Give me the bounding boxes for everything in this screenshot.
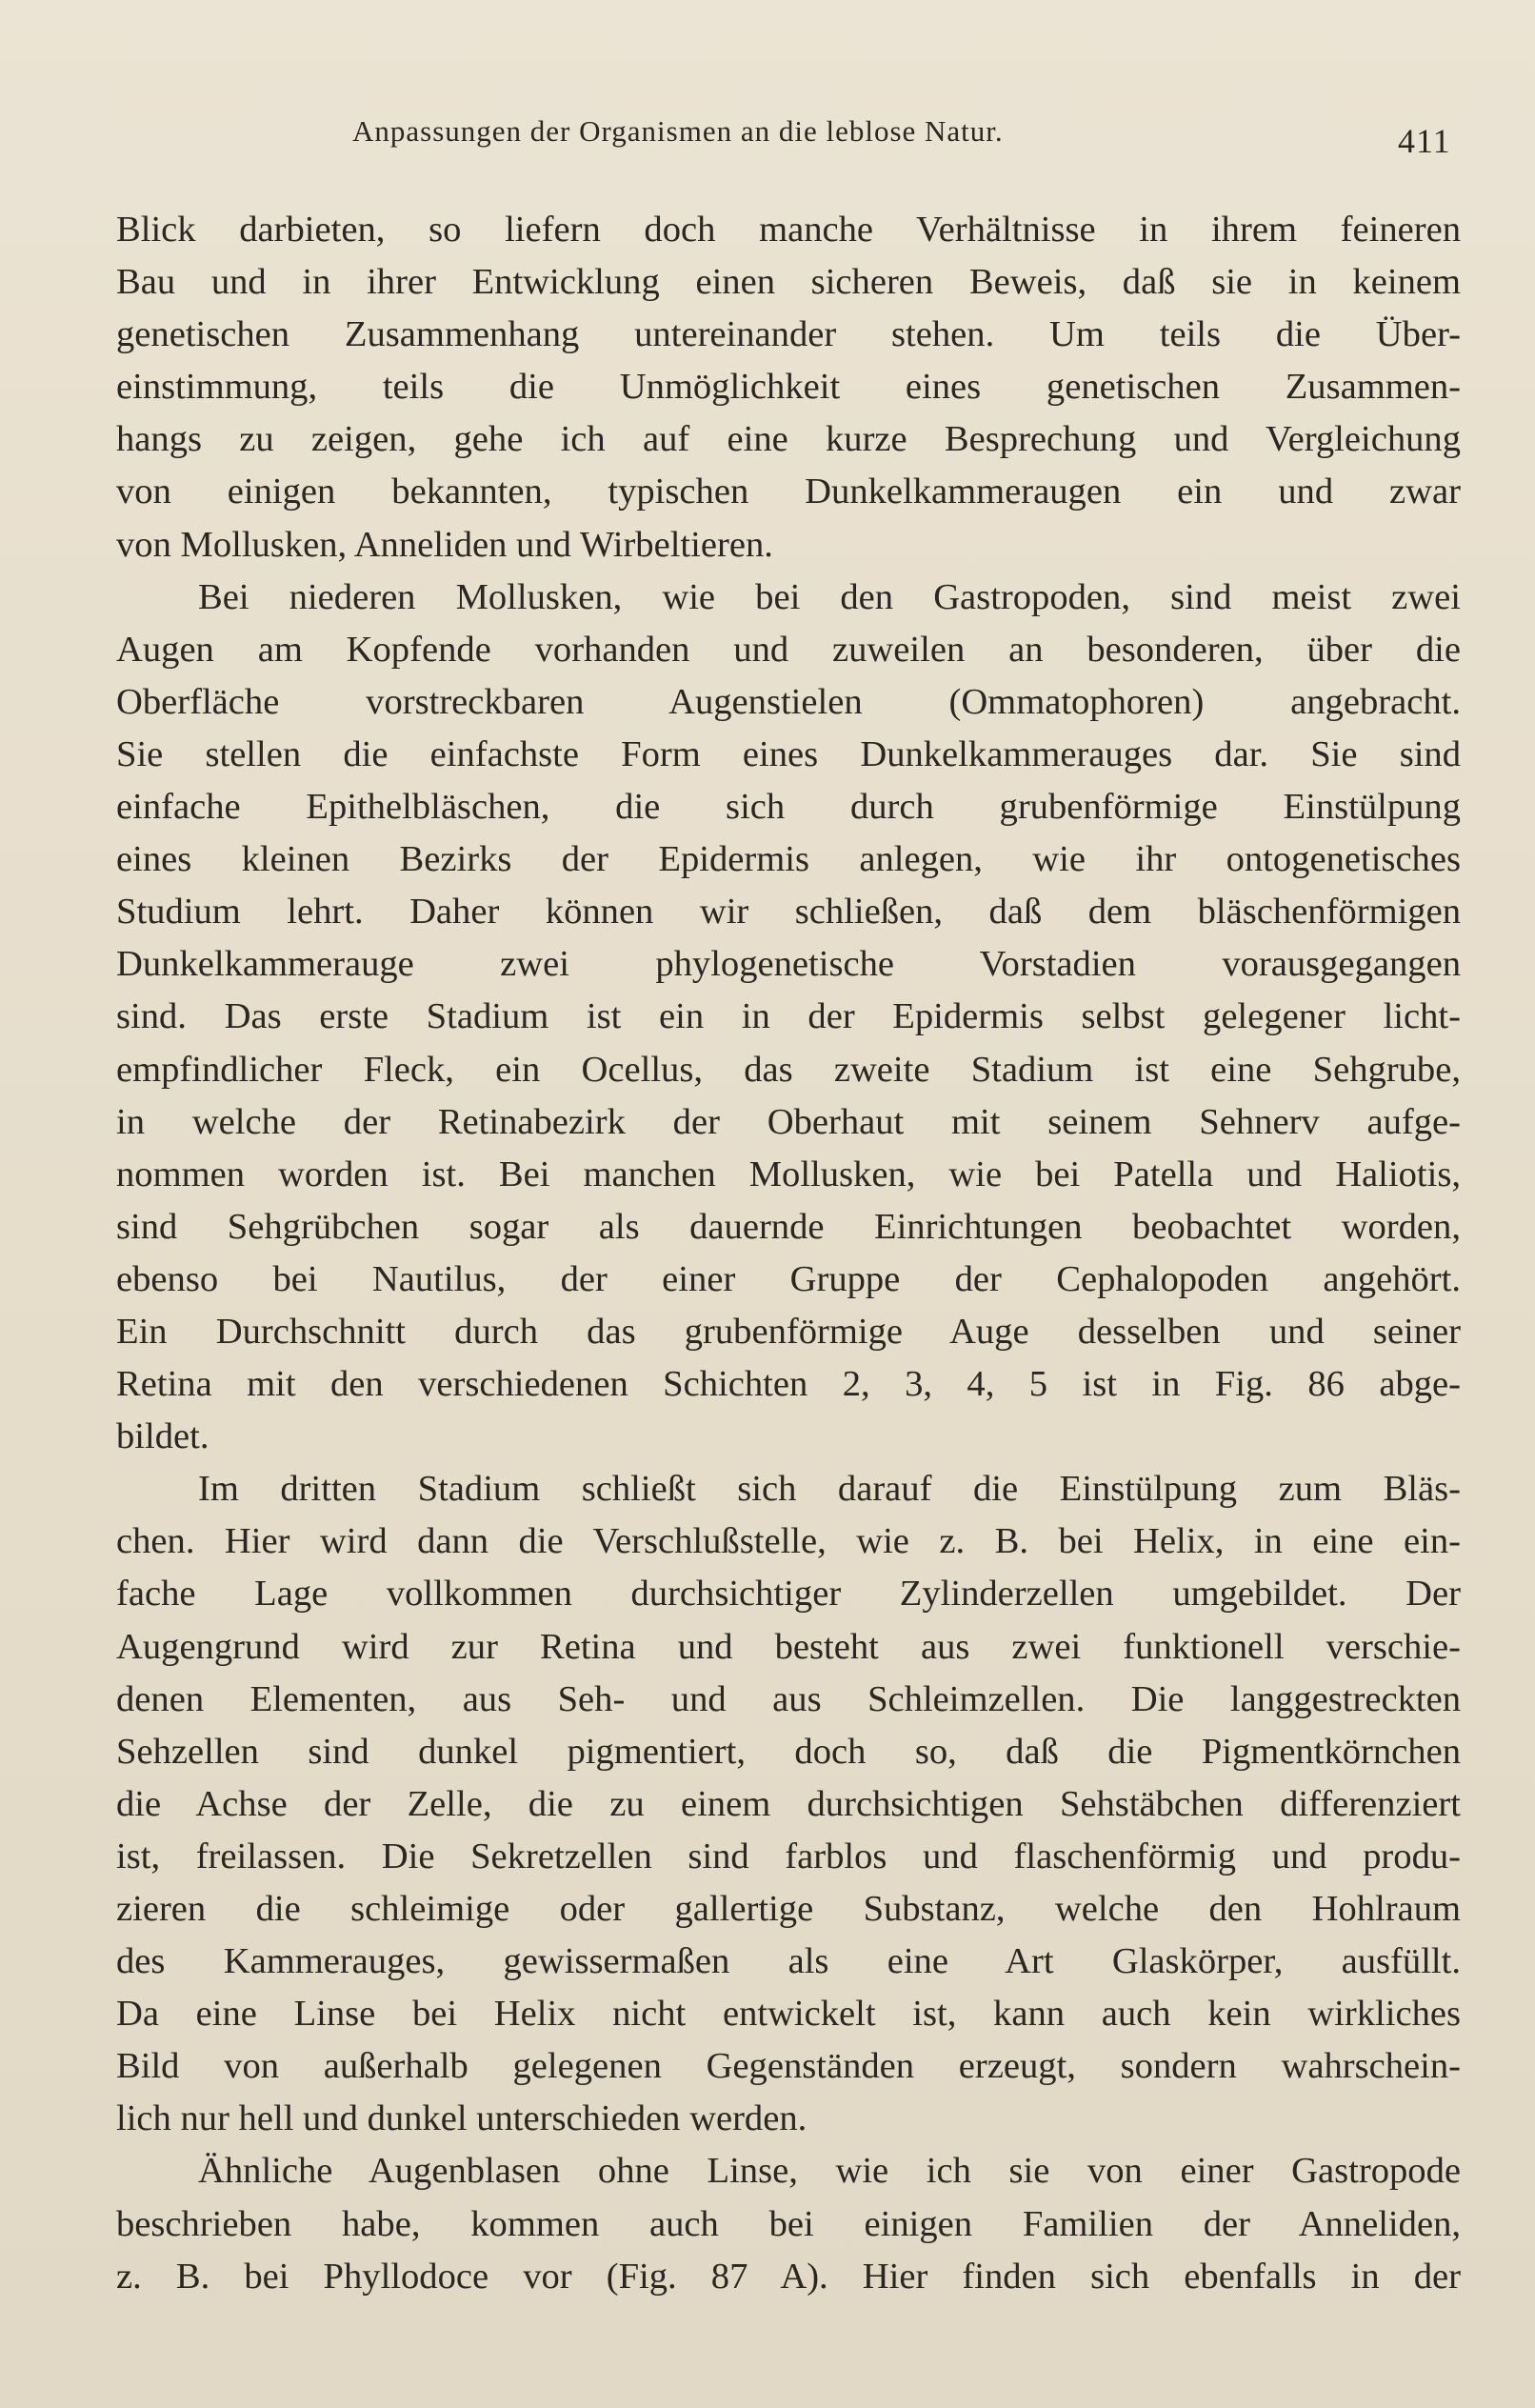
text-line: hangs zu zeigen, gehe ich auf eine kurze Besprechung und Vergleichung (116, 419, 1461, 460)
text-line: Augengrund wird zur Retina und besteht aus zwei funktionell verschie- (116, 1626, 1461, 1667)
paragraph (116, 204, 1461, 572)
text-line: Augen am Kopfende vorhanden und zuweilen an besonderen, über die (116, 629, 1461, 670)
text-line: von einigen bekannten, typischen Dunkelkammeraugen ein und zwar (116, 472, 1461, 512)
text-line: die Achse der Zelle, die zu einem durchsichtigen Sehstäbchen differenziert (116, 1783, 1461, 1824)
text-line: lich nur hell und dunkel unterschieden werden. (116, 2098, 807, 2139)
text-line: eines kleinen Bezirks der Epidermis anlegen, wie ihr ontogenetisches (116, 839, 1461, 880)
text-line: Sie stellen die einfachste Form eines Dunkelkammerauges dar. Sie sind (116, 733, 1461, 774)
text-line: Blick darbieten, so liefern doch manche Verhältnisse in ihrem feineren (116, 210, 1461, 250)
text-line: Bild von außerhalb gelegenen Gegenständen erzeugt, sondern wahrschein- (116, 2046, 1461, 2087)
body-text (116, 204, 1461, 2303)
text-line: fache Lage vollkommen durchsichtiger Zylinderzellen umgebildet. Der (116, 1574, 1461, 1615)
paragraph (116, 1463, 1461, 2145)
text-line: ist, freilassen. Die Sekretzellen sind farblos und flaschenförmig und produ- (116, 1836, 1461, 1876)
text-line: denen Elementen, aus Seh- und aus Schleimzellen. Die langgestreckten (116, 1678, 1461, 1719)
text-line: des Kammerauges, gewissermaßen als eine Art Glaskörper, ausfüllt. (116, 1941, 1461, 1982)
text-line: empfindlicher Fleck, ein Ocellus, das zweite Stadium ist eine Sehgrube, (116, 1049, 1461, 1090)
text-line: Retina mit den verschiedenen Schichten 2, 3, 4, 5 ist in Fig. 86 abge- (116, 1364, 1461, 1405)
text-line: chen. Hier wird dann die Verschlußstelle, wie z. B. bei Helix, in eine ein- (116, 1521, 1461, 1562)
text-line: Dunkelkammerauge zwei phylogenetische Vorstadien vorausgegangen (116, 944, 1461, 985)
text-line: Studium lehrt. Daher können wir schließen, daß dem bläschenförmigen (116, 892, 1461, 933)
text-line: ebenso bei Nautilus, der einer Gruppe der Cephalopoden angehört. (116, 1258, 1461, 1299)
paragraph (116, 572, 1461, 1464)
text-line: Ein Durchschnitt durch das grubenförmige Auge desselben und seiner (116, 1311, 1461, 1352)
text-line: beschrieben habe, kommen auch bei einigen Familien der Anneliden, (116, 2203, 1461, 2244)
text-line: Da eine Linse bei Helix nicht entwickelt ist, kann auch kein wirkliches (116, 1994, 1461, 2035)
text-line: nommen worden ist. Bei manchen Mollusken, wie bei Patella und Haliotis, (116, 1154, 1461, 1194)
text-line: Bei niederen Mollusken, wie bei den Gastropoden, sind meist zwei (198, 576, 1461, 617)
running-head: Anpassungen der Organismen an die leblose Natur. (352, 114, 1004, 148)
text-line: Sehzellen sind dunkel pigmentiert, doch so, daß die Pigmentkörnchen (116, 1731, 1461, 1772)
text-line: zieren die schleimige oder gallertige Substanz, welche den Hohlraum (116, 1889, 1461, 1929)
text-line: einfache Epithelbläschen, die sich durch grubenförmige Einstülpung (116, 787, 1461, 828)
text-line: genetischen Zusammenhang untereinander stehen. Um teils die Über- (116, 314, 1461, 355)
text-line: Im dritten Stadium schließt sich darauf die Einstülpung zum Bläs- (198, 1469, 1461, 1510)
text-line: Ähnliche Augenblasen ohne Linse, wie ich sie von einer Gastropode (198, 2151, 1461, 2192)
text-line: Oberfläche vorstreckbaren Augenstielen (Ommatophoren) angebracht. (116, 681, 1461, 722)
text-line: Bau und in ihrer Entwicklung einen sicheren Beweis, daß sie in keinem (116, 262, 1461, 303)
text-line: sind. Das erste Stadium ist ein in der Epidermis selbst gelegener licht- (116, 996, 1461, 1037)
text-line: sind Sehgrübchen sogar als dauernde Einrichtungen beobachtet worden, (116, 1206, 1461, 1247)
paragraph (116, 2145, 1461, 2302)
text-line: bildet. (116, 1416, 209, 1457)
text-line: einstimmung, teils die Unmöglichkeit eines genetischen Zusammen- (116, 367, 1461, 408)
text-line: von Mollusken, Anneliden und Wirbeltieren. (116, 524, 773, 565)
page-number: 411 (1398, 122, 1451, 160)
text-line: z. B. bei Phyllodoce vor (Fig. 87 A). Hier finden sich ebenfalls in der (116, 2256, 1461, 2297)
text-line: in welche der Retinabezirk der Oberhaut mit seinem Sehnerv aufge- (116, 1101, 1461, 1142)
